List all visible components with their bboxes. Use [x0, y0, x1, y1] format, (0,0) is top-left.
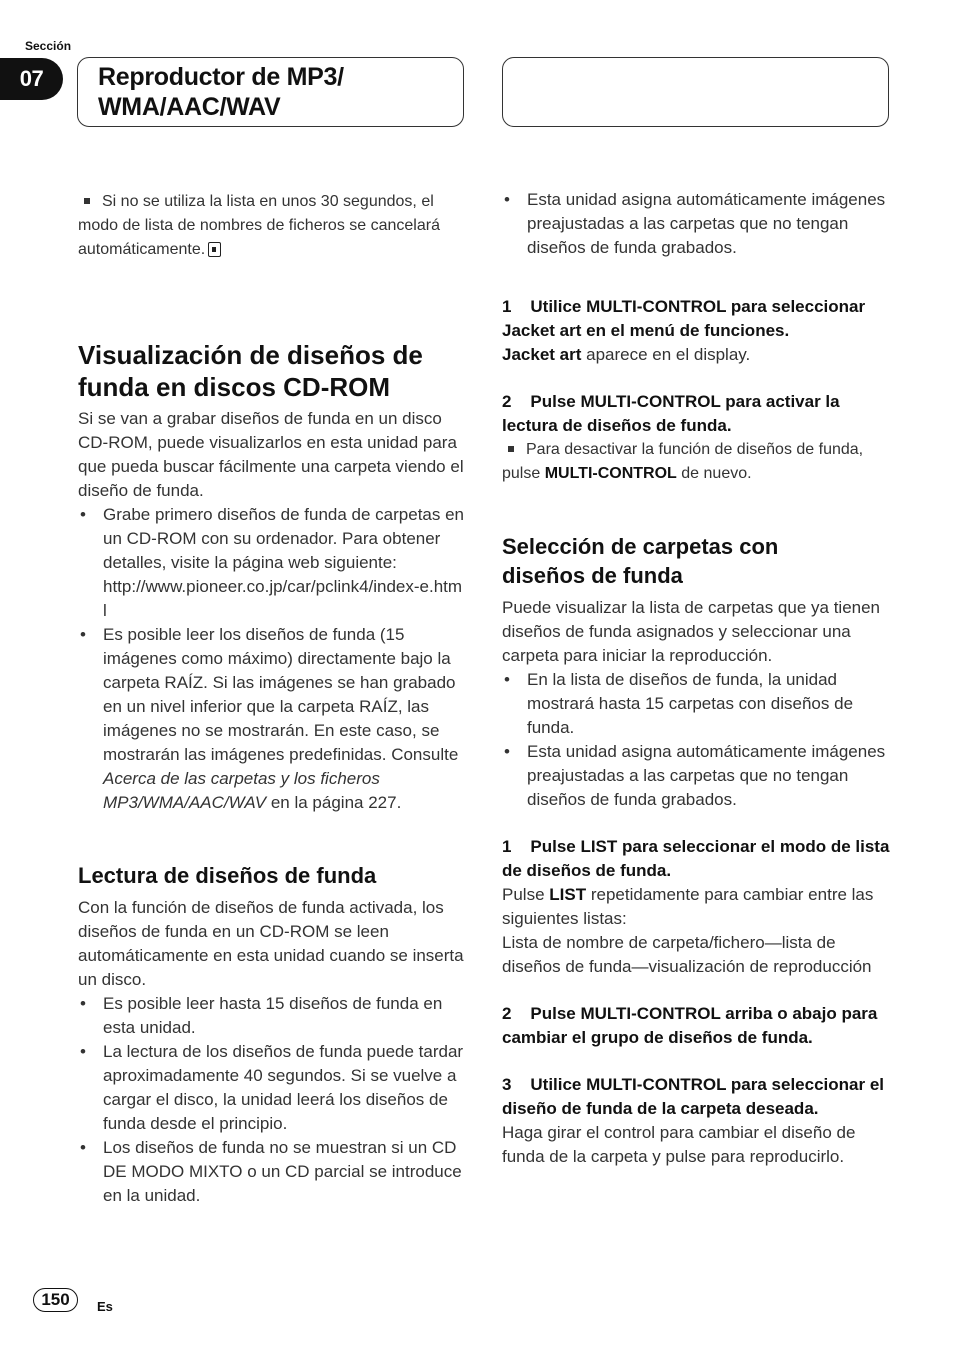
lectura-paragraph: Con la función de diseños de funda activada, los diseños de funda en un CD-ROM se leen automáticamente en esta unidad cuando se inserta un disco. — [78, 898, 464, 989]
step-1-heading: 1 Utilice MULTI-CONTROL para seleccionar Jacket art en el menú de funciones. — [502, 297, 866, 340]
step-list-1-sequence: Lista de nombre de carpeta/fichero—lista de diseños de funda—visualización de reproducción — [502, 933, 872, 976]
note-square-icon — [508, 446, 514, 452]
web-url: http://www.pioneer.co.jp/car/pclink4/index-e.html — [103, 577, 463, 620]
heading-lectura: Lectura de diseños de funda — [78, 863, 377, 888]
list-item: • Los diseños de funda no se muestran si un CD DE MODO MIXTO o un CD parcial se introduce en la unidad. — [78, 1136, 464, 1208]
intro-note: Si no se utiliza la lista en unos 30 segundos, el modo de lista de nombres de ficheros se cancelará automáticamente. — [78, 193, 440, 258]
header-title-line1: Reproductor de MP3/ — [98, 63, 344, 91]
header-empty-box — [502, 57, 889, 127]
list-item: • La lectura de los diseños de funda puede tardar aproximadamente 40 segundos. Si se vuelve a cargar el disco, la unidad leerá los diseños de funda desde el principio. — [78, 1040, 464, 1136]
seleccion-paragraph: Puede visualizar la lista de carpetas que ya tienen diseños de funda asignados y seleccionar una carpeta para iniciar la reproducción. — [502, 598, 881, 665]
list-item: • Esta unidad asigna automáticamente imágenes preajustadas a las carpetas que no tengan diseños de funda grabados. — [502, 188, 890, 260]
heading-visualizacion: Visualización de diseños de funda en discos CD-ROM — [78, 340, 423, 402]
left-column — [78, 190, 464, 1208]
language-code: Es — [97, 1299, 113, 1314]
list-item: • Esta unidad asigna automáticamente imágenes preajustadas a las carpetas que no tengan diseños de funda grabados. — [502, 740, 890, 812]
cross-reference: Acerca de las carpetas y los ficheros MP3/WMA/AAC/WAV — [103, 769, 380, 812]
step-list-2-heading: 2 Pulse MULTI-CONTROL arriba o abajo para cambiar el grupo de diseños de funda. — [502, 1004, 878, 1047]
list-item: • Es posible leer hasta 15 diseños de funda en esta unidad. — [78, 992, 464, 1040]
step-1-text: Jacket art aparece en el display. — [502, 345, 751, 364]
step-2-note: Para desactivar la función de diseños de funda, pulse MULTI-CONTROL de nuevo. — [502, 441, 864, 482]
list-item: • En la lista de diseños de funda, la unidad mostrará hasta 15 carpetas con diseños de funda. — [502, 668, 890, 740]
list-item: • Es posible leer los diseños de funda (15 imágenes como máximo) directamente bajo la carpeta RAÍZ. Si las imágenes se han grabado en un nivel inferior que la carpeta RAÍZ, las imágenes no se mostrarán. En este caso, se mostrarán las imágenes predefinidas. Consulte Acerca de las carpetas y los ficheros MP3/WMA/AAC/WAV en la página 227. — [78, 623, 464, 815]
header-title-box — [77, 57, 464, 127]
section-label: Sección — [25, 39, 72, 53]
list-item: • Grabe primero diseños de funda de carpetas en un CD-ROM con su ordenador. Para obtener detalles, visite la página web siguiente: http://www.pioneer.co.jp/car/pclink4/index-e.html — [78, 503, 464, 623]
page-number: 150 — [33, 1288, 78, 1312]
note-square-icon — [84, 198, 90, 204]
step-list-3-heading: 3 Utilice MULTI-CONTROL para seleccionar el diseño de funda de la carpeta deseada. — [502, 1075, 884, 1118]
right-column — [502, 188, 890, 1169]
step-list-3-text: Haga girar el control para cambiar el diseño de funda de la carpeta y pulse para reproducirlo. — [502, 1123, 856, 1166]
header-title-line2: WMA/AAC/WAV — [98, 93, 281, 121]
step-list-1-text: Pulse LIST repetidamente para cambiar entre las siguientes listas: — [502, 885, 874, 928]
end-mark-icon — [208, 242, 221, 257]
heading-seleccion: Selección de carpetas con diseños de funda — [502, 534, 779, 588]
section-number-badge: 07 — [0, 58, 63, 100]
step-2-heading: 2 Pulse MULTI-CONTROL para activar la lectura de diseños de funda. — [502, 392, 840, 435]
intro-paragraph: Si se van a grabar diseños de funda en un disco CD-ROM, puede visualizarlos en esta unidad para que pueda buscar fácilmente una carpeta viendo el diseño de funda. — [78, 409, 464, 500]
step-list-1-heading: 1 Pulse LIST para seleccionar el modo de lista de diseños de funda. — [502, 837, 890, 880]
